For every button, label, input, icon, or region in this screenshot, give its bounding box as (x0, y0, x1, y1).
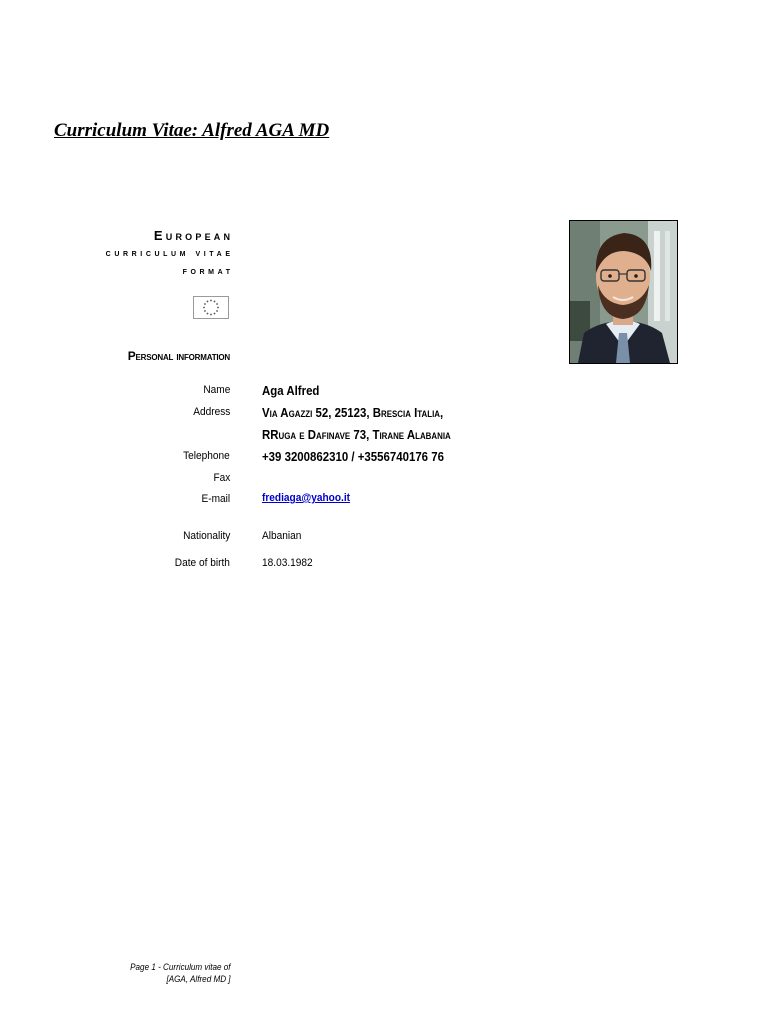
telephone-value: +39 3200862310 / +3556740176 76 (262, 449, 444, 464)
footer-line2: [AGA, Alfred MD ] (166, 974, 231, 984)
fax-label: Fax (213, 472, 230, 484)
flag-star (214, 313, 216, 315)
document-title: Curriculum Vitae: Alfred AGA MD (54, 120, 330, 141)
email-label: E-mail (201, 493, 230, 505)
flag-star (210, 314, 212, 316)
flag-star (214, 301, 216, 303)
name-value: Aga Alfred (262, 383, 320, 398)
address-line2: RRuga e Dafinave 73, Tirane Alabania (262, 427, 451, 442)
flag-star (204, 303, 206, 305)
telephone-label: Telephone (183, 450, 230, 462)
eu-stars-icon (194, 297, 228, 318)
name-label: Name (203, 384, 230, 396)
flag-star (204, 310, 206, 312)
email-value (262, 492, 350, 504)
address-label: Address (192, 406, 230, 418)
flag-star (216, 303, 218, 305)
flag-star (216, 310, 218, 312)
nationality-label: Nationality (182, 530, 230, 542)
format-heading-line2: curriculum vitae (105, 248, 234, 259)
portrait-photo (569, 220, 678, 364)
flag-star (210, 300, 212, 302)
personal-information-heading: Personal information (127, 349, 230, 363)
page-footer (131, 961, 231, 985)
format-heading-line1: European (153, 228, 234, 243)
footer-line1: Page 1 - Curriculum vitae of (130, 962, 231, 972)
address-line1: Via Agazzi 52, 25123, Brescia Italia, (262, 405, 444, 420)
dob-label: Date of birth (174, 557, 230, 569)
flag-star (207, 301, 209, 303)
nationality-value: Albanian (262, 530, 302, 542)
flag-star (207, 313, 209, 315)
email-link[interactable]: frediaga@yahoo.it (262, 492, 351, 504)
dob-value: 18.03.1982 (262, 557, 313, 569)
flag-star (203, 307, 205, 309)
eu-flag-icon (193, 296, 229, 319)
flag-star (217, 307, 219, 309)
format-heading-line3: format (182, 266, 234, 277)
